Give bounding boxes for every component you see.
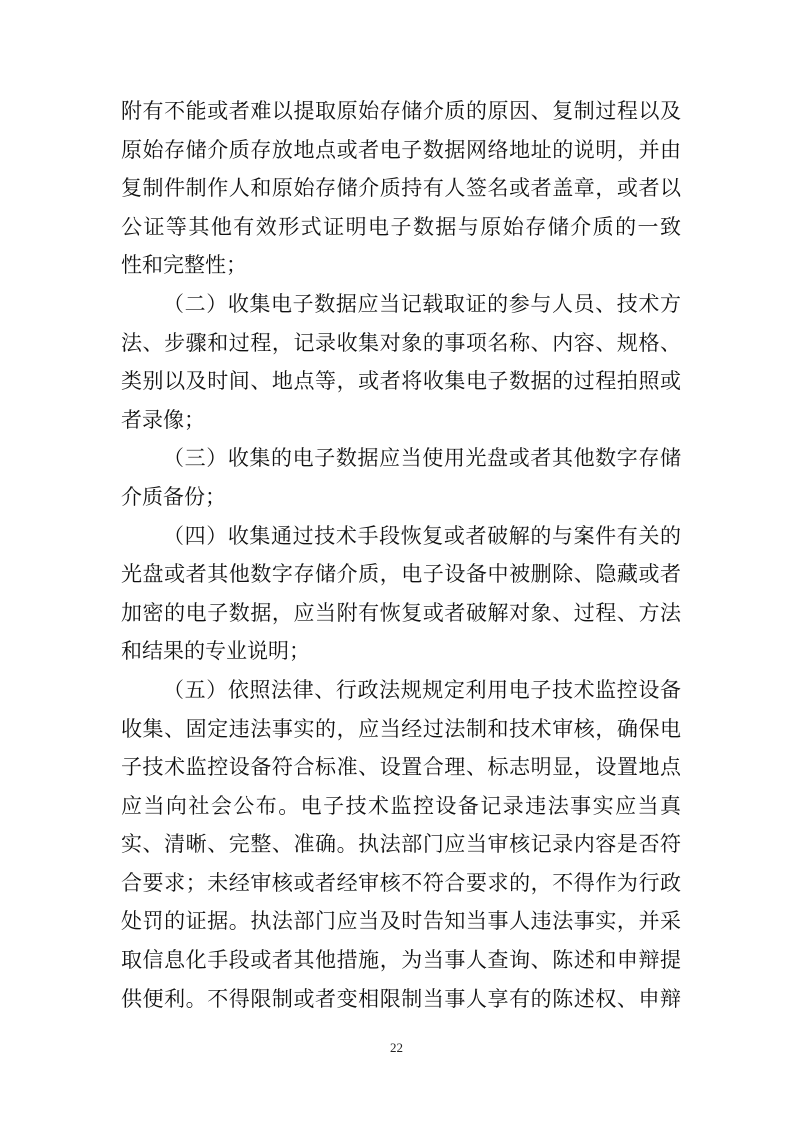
text-line: 供便利。不得限制或者变相限制当事人享有的陈述权、申辩 — [121, 986, 681, 1011]
page-number: 22 — [390, 1040, 403, 1055]
text-line: 复制件制作人和原始存储介质持有人签名或者盖章，或者以 — [121, 176, 681, 201]
text-line: 公证等其他有效形式证明电子数据与原始存储介质的一致 — [121, 214, 681, 239]
text-line: 附有不能或者难以提取原始存储介质的原因、复制过程以及 — [121, 99, 681, 123]
paragraph-item-4-first-line: （四）收集通过技术手段恢复或者破解的与案件有关的 — [163, 523, 681, 548]
paragraph-item-2-first-line: （二）收集电子数据应当记载取证的参与人员、技术方 — [163, 291, 681, 316]
text-line: 类别以及时间、地点等，或者将收集电子数据的过程拍照或 — [121, 369, 681, 394]
text-line: 者录像； — [121, 407, 205, 432]
text-line: 处罚的证据。执法部门应当及时告知当事人违法事实，并采 — [121, 909, 681, 934]
text-line: 应当向社会公布。电子技术监控设备记录违法事实应当真 — [121, 793, 681, 818]
text-line: 介质备份； — [121, 484, 226, 509]
text-line: 加密的电子数据，应当附有恢复或者破解对象、过程、方法 — [121, 600, 681, 625]
text-line: 实、清晰、完整、准确。执法部门应当审核记录内容是否符 — [121, 832, 681, 857]
paragraph-item-3-first-line: （三）收集的电子数据应当使用光盘或者其他数字存储 — [163, 446, 681, 471]
text-line: 性和完整性； — [121, 253, 247, 278]
text-line: 光盘或者其他数字存储介质，电子设备中被删除、隐藏或者 — [121, 562, 681, 587]
body-text — [121, 92, 681, 1018]
text-line: 原始存储介质存放地点或者电子数据网络地址的说明，并由 — [121, 137, 681, 162]
text-line: 法、步骤和过程，记录收集对象的事项名称、内容、规格、 — [121, 330, 681, 355]
text-line: 子技术监控设备符合标准、设置合理、标志明显，设置地点 — [121, 755, 681, 780]
text-line: 和结果的专业说明； — [121, 639, 310, 664]
text-line: 收集、固定违法事实的，应当经过法制和技术审核，确保电 — [121, 716, 681, 741]
text-line: 合要求；未经审核或者经审核不符合要求的，不得作为行政 — [121, 870, 681, 895]
text-line: 取信息化手段或者其他措施，为当事人查询、陈述和申辩提 — [121, 948, 681, 973]
paragraph-item-5-first-line: （五）依照法律、行政法规规定利用电子技术监控设备 — [163, 677, 681, 702]
